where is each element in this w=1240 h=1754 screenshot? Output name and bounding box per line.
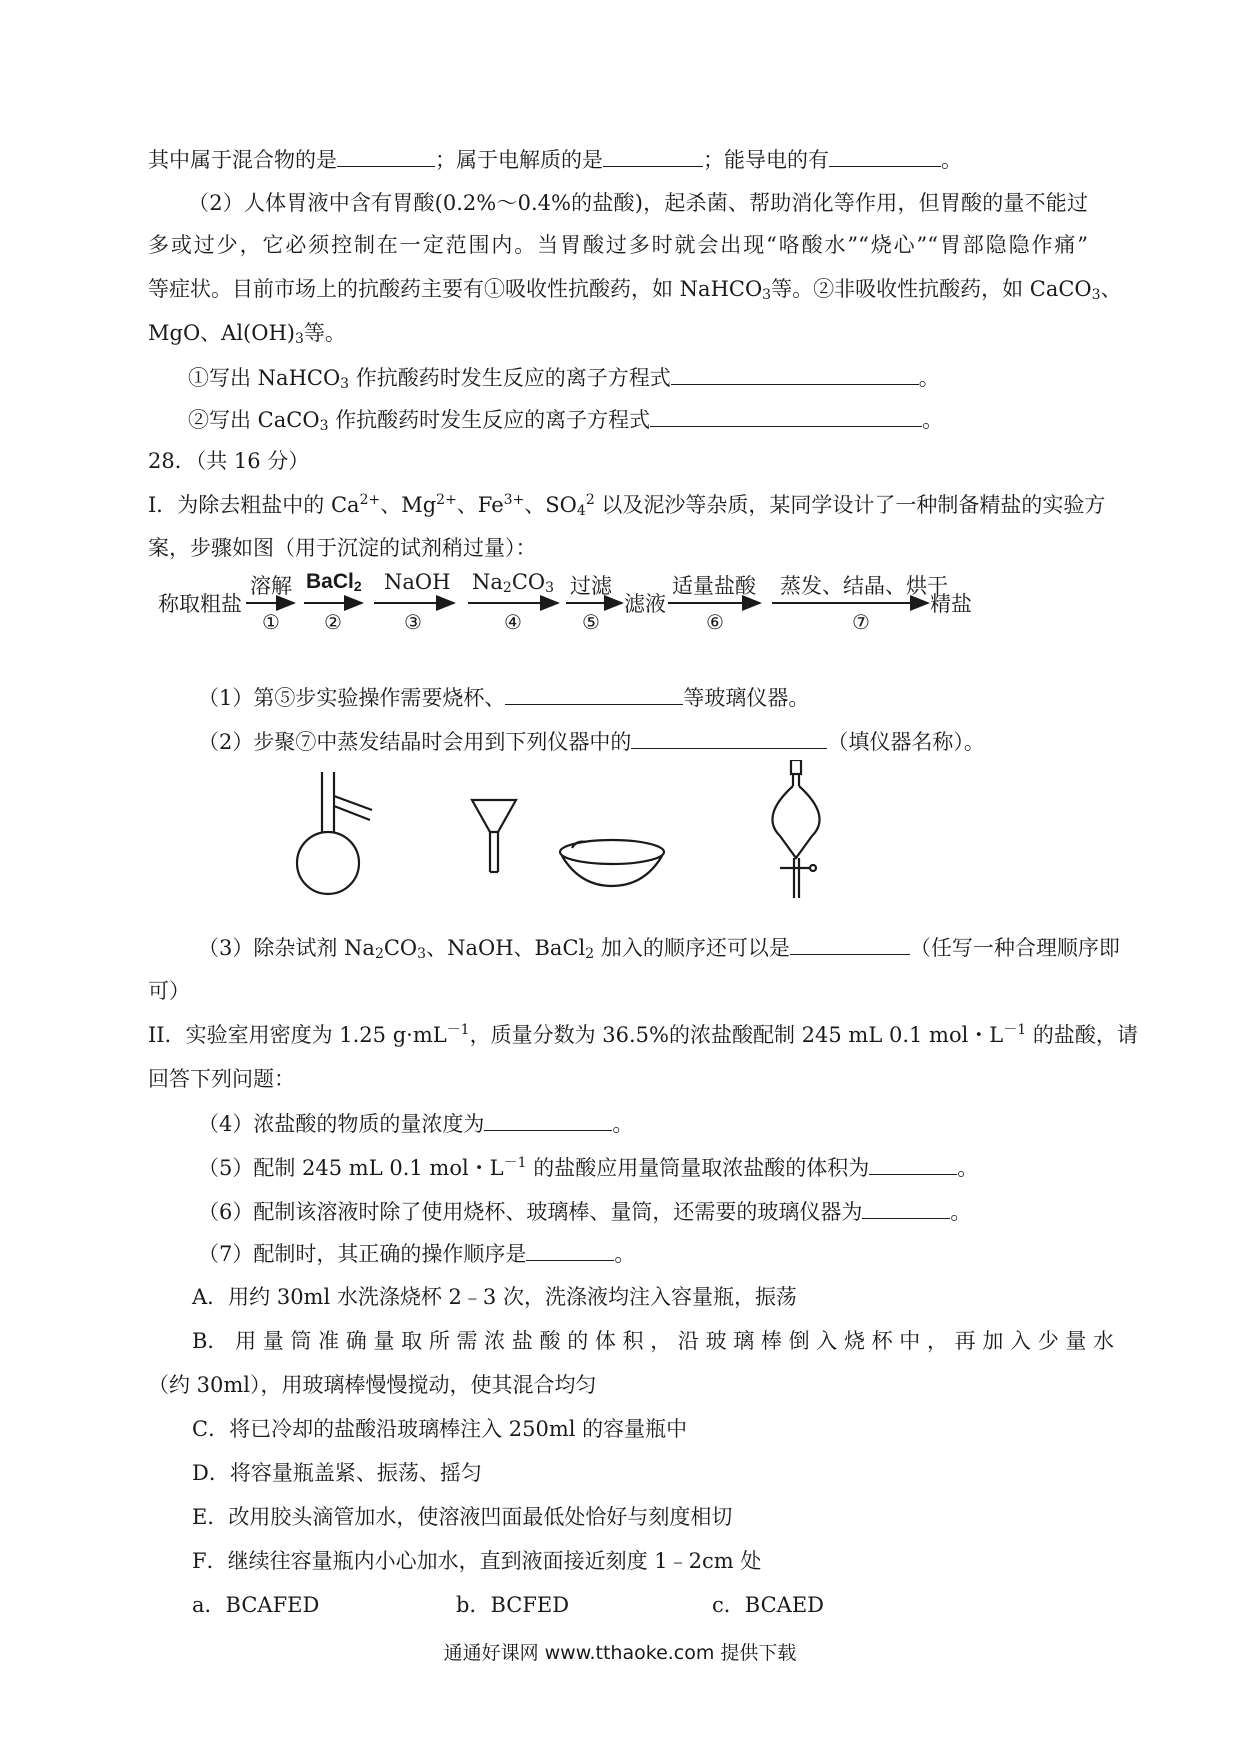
text: I．为除去粗盐中的 Ca bbox=[148, 493, 360, 517]
answer-blank[interactable] bbox=[829, 144, 941, 167]
answer-blank[interactable] bbox=[603, 144, 703, 167]
process-flow-diagram bbox=[158, 570, 978, 640]
text: 加入的顺序还可以是 bbox=[594, 936, 790, 960]
text: 其中属于混合物的是 bbox=[148, 148, 337, 172]
text: 作抗酸药时发生反应的离子方程式 bbox=[328, 408, 651, 432]
text: 的盐酸，请 bbox=[1026, 1023, 1138, 1047]
q28-ii-line1 bbox=[148, 1020, 1138, 1050]
q27-part2-line1: （2）人体胃液中含有胃酸(0.2%～0.4%的盐酸)，起杀菌、帮助消化等作用，但胃酸的量不能过 bbox=[188, 191, 1088, 215]
flow-step2-num: ② bbox=[324, 610, 342, 634]
subscript: 3 bbox=[762, 287, 772, 303]
text: 的盐酸应用量筒量取浓盐酸的体积为 bbox=[526, 1156, 870, 1180]
flow-filtrate: 滤液 bbox=[624, 592, 666, 616]
q28-intro-line1 bbox=[148, 490, 1106, 520]
text: ②写出 CaCO bbox=[188, 408, 320, 432]
text: 、 bbox=[1100, 277, 1122, 301]
answer-blank[interactable] bbox=[862, 1196, 950, 1219]
text: （3）除杂试剂 Na bbox=[198, 936, 375, 960]
text: 。 bbox=[614, 1242, 636, 1266]
flow-step5-num: ⑤ bbox=[582, 610, 600, 634]
text: 。 bbox=[957, 1156, 979, 1180]
text: MgO、Al(OH) bbox=[148, 321, 295, 345]
superscript: －1 bbox=[446, 1022, 470, 1038]
text: 、SO bbox=[524, 493, 577, 517]
flow-step4-label: $Na_2CO_3$ bbox=[472, 570, 555, 596]
flow-step7-num: ⑦ bbox=[852, 610, 870, 634]
q28-heading: 28．（共 16 分） bbox=[148, 449, 310, 473]
option-f: F．继续往容量瓶内小心加水，直到液面接近刻度 1﹣2cm 处 bbox=[192, 1549, 762, 1573]
text: 等症状。目前市场上的抗酸药主要有①吸收性抗酸药，如 NaHCO bbox=[148, 277, 763, 301]
subscript: 3 bbox=[294, 331, 304, 347]
q27-sub1 bbox=[188, 362, 940, 392]
flow-step6-label: 适量盐酸 bbox=[672, 574, 756, 598]
flow-step2-label: BaCl$_2$ bbox=[306, 570, 362, 594]
text: 作抗酸药时发生反应的离子方程式 bbox=[349, 366, 671, 390]
answer-choice-a: a．BCAFED bbox=[192, 1593, 320, 1617]
q28-q1 bbox=[198, 682, 809, 712]
subscript: 2 bbox=[374, 946, 384, 962]
answer-blank[interactable] bbox=[790, 932, 910, 955]
q28-q7 bbox=[198, 1238, 635, 1268]
superscript: 3+ bbox=[503, 492, 525, 508]
text: 。 bbox=[918, 366, 940, 390]
option-c: C．将已冷却的盐酸沿玻璃棒注入 250ml 的容量瓶中 bbox=[192, 1417, 688, 1441]
text: CO bbox=[383, 936, 418, 960]
flow-step3-label: NaOH bbox=[384, 570, 451, 594]
subscript: 4 bbox=[576, 503, 586, 519]
text: 等。②非吸收性抗酸药，如 CaCO bbox=[771, 277, 1092, 301]
option-b-line1: B． 用 量 筒 准 确 量 取 所 需 浓 盐 酸 的 体 积 ， 沿 玻 璃 棒 倒 入 烧 杯 中 ， 再 加 入 少 量 水 bbox=[192, 1329, 1115, 1353]
flow-step3-num: ③ bbox=[404, 610, 422, 634]
q28-q6 bbox=[198, 1196, 971, 1226]
q27-line1 bbox=[148, 144, 962, 174]
funnel-icon bbox=[472, 800, 516, 872]
q28-q3-line2: 可） bbox=[148, 979, 190, 1003]
superscript: 2+ bbox=[436, 492, 457, 508]
text: 、NaOH、BaCl bbox=[426, 936, 586, 960]
flow-end: 精盐 bbox=[930, 592, 972, 616]
page-footer: 通通好课网 www.tthaoke.com 提供下载 bbox=[443, 1642, 797, 1664]
answer-blank[interactable] bbox=[526, 1238, 614, 1261]
answer-choice-c: c．BCAED bbox=[712, 1593, 824, 1617]
answer-blank[interactable] bbox=[505, 682, 683, 705]
subscript: 3 bbox=[417, 946, 427, 962]
text: 等。 bbox=[303, 321, 346, 345]
text: （填仪器名称）。 bbox=[827, 730, 985, 754]
text: 。 bbox=[612, 1112, 634, 1136]
q27-part2-line2: 多或过少，它必须控制在一定范围内。当胃酸过多时就会出现“咯酸水”“烧心”“胃部隐隐作痛” bbox=[148, 233, 1088, 257]
option-b-line2: （约 30ml），用玻璃棒慢慢搅动，使其混合均匀 bbox=[148, 1373, 597, 1397]
q27-sub2 bbox=[188, 404, 943, 434]
answer-blank[interactable] bbox=[631, 726, 827, 749]
text: 、Fe bbox=[456, 493, 504, 517]
option-d: D．将容量瓶盖紧、振荡、摇匀 bbox=[192, 1461, 482, 1485]
flow-step6-num: ⑥ bbox=[706, 610, 724, 634]
q28-q5 bbox=[198, 1152, 978, 1182]
text: 。 bbox=[922, 408, 944, 432]
text: （6）配制该溶液时除了使用烧杯、玻璃棒、量筒，还需要的玻璃仪器为 bbox=[198, 1200, 863, 1224]
text: （7）配制时，其正确的操作顺序是 bbox=[198, 1242, 527, 1266]
q28-ii-line2: 回答下列问题： bbox=[148, 1067, 295, 1091]
text: II．实验室用密度为 1.25 g·mL bbox=[148, 1023, 447, 1047]
evaporating-dish-icon bbox=[560, 840, 664, 886]
q27-part2-line4 bbox=[148, 318, 346, 348]
superscript: 2+ bbox=[359, 492, 381, 508]
subscript: 3 bbox=[340, 376, 350, 392]
text: 等玻璃仪器。 bbox=[683, 686, 810, 710]
answer-blank[interactable] bbox=[650, 404, 922, 427]
q28-q3-line1 bbox=[198, 932, 1120, 962]
answer-blank[interactable] bbox=[671, 362, 919, 385]
q28-intro-line2: 案，步骤如图（用于沉淀的试剂稍过量）： bbox=[148, 536, 537, 560]
flow-step1-num: ① bbox=[262, 610, 280, 634]
option-a: A．用约 30ml 水洗涤烧杯 2﹣3 次，洗涤液均注入容量瓶，振荡 bbox=[192, 1285, 797, 1309]
answer-blank[interactable] bbox=[337, 144, 435, 167]
text: 。 bbox=[941, 148, 962, 172]
answer-choice-b: b．BCFED bbox=[456, 1593, 570, 1617]
apparatus-row bbox=[280, 760, 840, 900]
text: ①写出 NaHCO bbox=[188, 366, 341, 390]
text: （任写一种合理顺序即 bbox=[909, 936, 1120, 960]
text: （2）步聚⑦中蒸发结晶时会用到下列仪器中的 bbox=[198, 730, 632, 754]
text: ；能导电的有 bbox=[703, 148, 829, 172]
subscript: 3 bbox=[319, 418, 329, 434]
superscript: －1 bbox=[1003, 1022, 1027, 1038]
q28-q2 bbox=[198, 726, 985, 756]
q27-part2-line3 bbox=[148, 274, 1122, 304]
flow-step7-label: 蒸发、结晶、烘干 bbox=[780, 574, 948, 598]
text: ，质量分数为 36.5%的浓盐酸配制 245 mL 0.1 mol・L bbox=[469, 1023, 1004, 1047]
flow-start: 称取粗盐 bbox=[158, 592, 242, 616]
text: （1）第⑤步实验操作需要烧杯、 bbox=[198, 686, 506, 710]
subscript: 2 bbox=[585, 946, 595, 962]
flow-step5-label: 过滤 bbox=[570, 574, 612, 598]
text: 以及泥沙等杂质，某同学设计了一种制备精盐的实验方 bbox=[594, 493, 1106, 517]
separatory-funnel-icon bbox=[772, 760, 819, 898]
text: （4）浓盐酸的物质的量浓度为 bbox=[198, 1112, 485, 1136]
text: 、Mg bbox=[380, 493, 437, 517]
q28-q4 bbox=[198, 1108, 633, 1138]
superscript: 2 bbox=[585, 492, 595, 508]
text: （5）配制 245 mL 0.1 mol・L bbox=[198, 1156, 504, 1180]
answer-blank[interactable] bbox=[869, 1152, 957, 1175]
flow-step4-num: ④ bbox=[504, 610, 522, 634]
flow-step1-label: 溶解 bbox=[250, 574, 292, 598]
distillation-flask-icon bbox=[297, 772, 372, 894]
superscript: －1 bbox=[503, 1155, 527, 1171]
subscript: 3 bbox=[1091, 287, 1101, 303]
answer-blank[interactable] bbox=[484, 1108, 612, 1131]
text: 。 bbox=[950, 1200, 972, 1224]
text: ；属于电解质的是 bbox=[435, 148, 603, 172]
option-e: E．改用胶头滴管加水，使溶液凹面最低处恰好与刻度相切 bbox=[192, 1505, 733, 1529]
